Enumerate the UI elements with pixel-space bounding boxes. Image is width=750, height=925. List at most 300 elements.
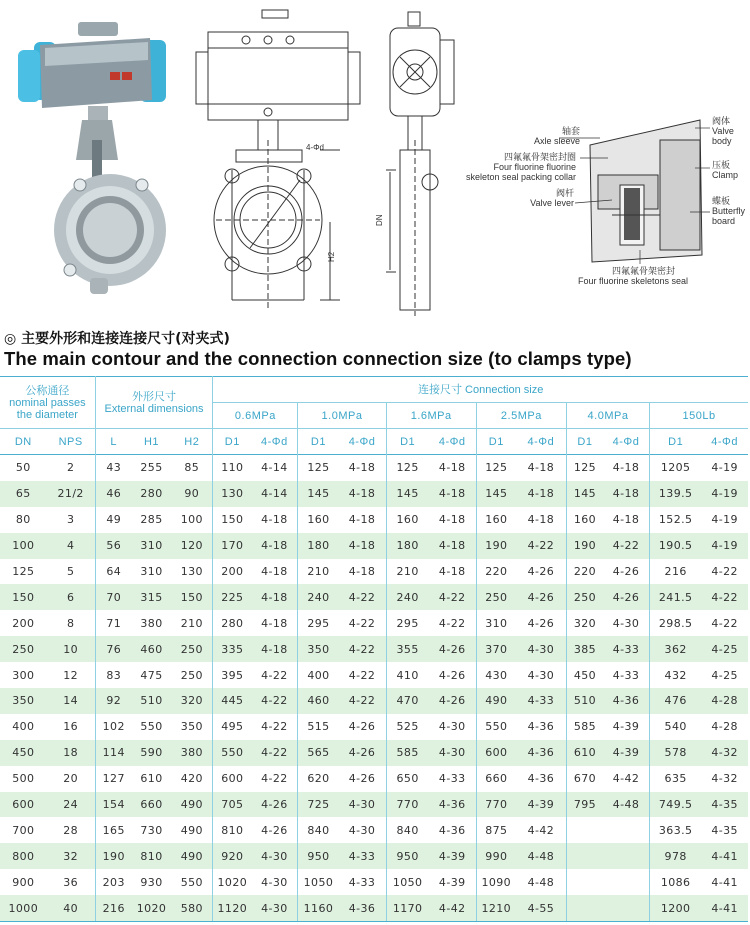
table-cell: 4-26	[338, 740, 386, 766]
header-pressure-class: 1.0MPa	[298, 403, 386, 429]
table-cell	[603, 843, 650, 869]
table-cell: 71	[95, 610, 131, 636]
table-cell: 660	[132, 792, 172, 818]
table-cell: 139.5	[650, 481, 702, 507]
table-cell: 130	[180, 565, 203, 578]
table-cell: 4-36	[527, 772, 555, 786]
table-cell: 4-18	[527, 513, 555, 527]
table-cell: 4-22	[261, 668, 288, 682]
table-row	[0, 843, 748, 869]
column-header: 4-Φd	[429, 429, 477, 455]
column-header: H1	[132, 429, 172, 455]
table-cell: 76	[95, 636, 131, 662]
column-header: 4-Φd	[338, 429, 386, 455]
table-cell: 315	[132, 584, 172, 610]
table-cell: 32	[47, 843, 96, 869]
table-cell: 1050	[298, 869, 339, 895]
table-cell: 4-22	[711, 616, 738, 630]
table-cell: 4-22	[338, 688, 386, 714]
column-header: NPS	[47, 429, 96, 455]
table-cell: 4-18	[438, 513, 466, 527]
table-cell: 4-55	[516, 895, 567, 921]
table-cell: 18	[47, 740, 96, 766]
table-cell: 170	[213, 533, 252, 559]
table-cell: 125	[12, 565, 35, 578]
table-cell: 550	[180, 875, 203, 889]
table-cell: 160	[476, 507, 516, 533]
table-cell: 420	[180, 772, 203, 786]
callout-valve-lever	[520, 188, 574, 208]
table-row	[0, 740, 748, 766]
table-cell: 810	[132, 843, 172, 869]
table-cell: 4-18	[603, 481, 650, 507]
callout-butterfly-board-en2: board	[712, 216, 736, 226]
table-cell: 152.5	[650, 507, 702, 533]
table-cell: 20	[63, 772, 79, 786]
table-cell: 4-35	[701, 792, 748, 818]
table-cell: 4-35	[711, 823, 738, 837]
table-cell: 620	[298, 766, 339, 792]
table-cell: 4-18	[261, 513, 288, 527]
table-cell: 2	[66, 461, 75, 475]
table-cell: 4-26	[429, 636, 477, 662]
table-cell: 4-18	[429, 481, 477, 507]
table-cell: 4-22	[251, 688, 298, 714]
table-body	[0, 455, 748, 922]
table-cell	[566, 817, 602, 843]
column-header: D1	[650, 429, 702, 455]
column-header: D1	[298, 429, 339, 455]
table-cell: 978	[650, 843, 702, 869]
table-cell: 154	[95, 792, 131, 818]
table-cell: 350	[298, 636, 339, 662]
table-cell: 1020	[132, 895, 172, 921]
table-cell: 110	[213, 455, 252, 481]
callout-packing-collar	[450, 152, 576, 182]
table-column-row	[0, 429, 748, 455]
table-cell: 250	[180, 668, 203, 682]
table-cell: 4-33	[348, 875, 376, 889]
table-cell: 4-22	[261, 720, 288, 734]
table-cell: 635	[650, 766, 702, 792]
table-cell: 145	[298, 481, 339, 507]
column-header: D1	[386, 429, 429, 455]
table-cell: 4-36	[603, 688, 650, 714]
table-cell: 4-22	[516, 533, 567, 559]
table-cell: 430	[476, 662, 516, 688]
table-cell: 85	[184, 461, 200, 475]
table-cell: 4-26	[527, 565, 555, 578]
table-cell: 1160	[298, 895, 339, 921]
table-cell: 4-26	[603, 584, 650, 610]
callout-packing-en2: skeleton seal packing collar	[465, 172, 576, 182]
table-cell: 4-36	[338, 895, 386, 921]
header-pressure-class: 4.0MPa	[566, 403, 649, 429]
table-cell: 5	[66, 565, 75, 578]
table-cell: 50	[15, 461, 31, 475]
table-cell: 363.5	[650, 817, 702, 843]
indicator-light-2	[122, 72, 132, 80]
table-row	[0, 817, 748, 843]
table-cell: 16	[63, 720, 79, 734]
callout-clamp-cn: 压板	[712, 160, 731, 170]
table-cell	[603, 869, 650, 895]
header-nominal-en2: the diameter	[16, 408, 78, 421]
table-cell: 120	[171, 533, 213, 559]
table-row	[0, 533, 748, 559]
table-cell: 4-14	[261, 461, 288, 475]
table-cell: 4-26	[516, 584, 567, 610]
heading-en: The main contour and the connection connection size (to clamps type)	[4, 348, 632, 369]
table-cell: 250	[566, 584, 602, 610]
table-cell: 64	[95, 559, 131, 585]
column-header: 4-Φd	[701, 429, 748, 455]
table-cell: 490	[171, 843, 213, 869]
table-row	[0, 714, 748, 740]
table-cell: 4-39	[438, 875, 466, 889]
table-cell: 660	[476, 766, 516, 792]
table-cell: 1090	[476, 869, 516, 895]
header-nominal-cn: 公称通径	[25, 384, 70, 397]
column-header: 4-Φd	[516, 429, 567, 455]
table-cell: 4-18	[251, 636, 298, 662]
table-cell: 4-41	[701, 895, 748, 921]
callout-skeleton-seal-en: Four fluorine skeletons seal	[578, 276, 689, 286]
table-cell: 460	[132, 636, 172, 662]
table-cell: 730	[140, 823, 163, 837]
table-cell: 4-26	[612, 565, 640, 578]
table-cell: 4-19	[701, 481, 748, 507]
table-cell: 145	[476, 481, 516, 507]
table-cell: 4-36	[527, 720, 555, 734]
table-cell: 190	[476, 533, 516, 559]
table-cell: 4-48	[516, 843, 567, 869]
table-cell: 127	[95, 766, 131, 792]
table-cell: 450	[566, 662, 602, 688]
seal-detail-drawing	[560, 120, 710, 264]
table-cell: 241.5	[650, 584, 702, 610]
table-cell: 4-22	[603, 533, 650, 559]
table-cell: 220	[476, 559, 516, 585]
dimension-table-wrapper	[0, 376, 750, 922]
table-row	[0, 869, 748, 895]
table-cell: 225	[213, 584, 252, 610]
table-cell: 4-30	[251, 895, 298, 921]
callout-valve-body-en1: Valve	[712, 126, 734, 136]
table-cell: 770	[386, 792, 429, 818]
table-cell: 4-33	[603, 636, 650, 662]
table-cell: 310	[132, 533, 172, 559]
table-cell: 930	[140, 875, 163, 889]
header-external-cn: 外形尺寸	[132, 390, 177, 403]
table-cell: 4-48	[603, 792, 650, 818]
table-cell: 350	[0, 688, 47, 714]
table-cell	[566, 869, 602, 895]
table-cell: 525	[386, 714, 429, 740]
table-cell: 4-41	[701, 843, 748, 869]
product-photo	[18, 22, 166, 294]
table-cell: 370	[476, 636, 516, 662]
table-cell: 705	[213, 792, 252, 818]
table-cell: 600	[213, 766, 252, 792]
table-cell	[603, 895, 650, 921]
table-cell: 4-18	[261, 565, 288, 578]
column-header: D1	[476, 429, 516, 455]
header-connection: 连接尺寸 Connection size	[213, 377, 748, 403]
table-cell: 4-18	[251, 533, 298, 559]
section-heading	[4, 330, 750, 370]
table-cell: 203	[95, 869, 131, 895]
table-cell: 320	[566, 610, 602, 636]
front-view-drawing	[196, 10, 360, 310]
table-cell: 4	[47, 533, 96, 559]
table-cell: 395	[213, 662, 252, 688]
table-cell: 298.5	[650, 610, 702, 636]
table-cell: 280	[132, 481, 172, 507]
callout-packing-cn: 四氟氟骨架密封圈	[503, 152, 576, 162]
table-row	[0, 559, 748, 585]
table-cell: 565	[298, 740, 339, 766]
table-cell: 280	[213, 610, 252, 636]
table-cell: 190	[566, 533, 602, 559]
header-pressure-class: 0.6MPa	[213, 403, 298, 429]
table-cell: 540	[650, 714, 702, 740]
table-cell: 4-28	[711, 720, 738, 734]
dim-dn-label: DN	[375, 214, 384, 226]
table-cell: 300	[12, 668, 35, 682]
table-cell: 150	[0, 584, 47, 610]
callout-axle-sleeve-en: Axle sleeve	[533, 136, 580, 146]
column-header: D1	[213, 429, 252, 455]
table-cell: 6	[47, 584, 96, 610]
table-cell: 125	[386, 455, 429, 481]
table-cell: 210	[386, 559, 429, 585]
table-cell: 840	[298, 817, 339, 843]
table-cell: 250	[171, 636, 213, 662]
table-cell: 610	[140, 772, 163, 786]
table-cell: 4-18	[348, 513, 376, 527]
table-cell: 200	[12, 616, 35, 630]
callout-valve-body	[712, 116, 734, 146]
callout-clamp	[712, 160, 738, 180]
table-cell: 4-22	[338, 636, 386, 662]
table-cell: 4-22	[348, 668, 376, 682]
table-cell: 8	[66, 616, 75, 630]
table-cell: 190	[95, 843, 131, 869]
table-cell: 1020	[213, 869, 252, 895]
table-cell: 4-14	[251, 481, 298, 507]
table-cell: 4-30	[527, 668, 555, 682]
table-cell: 4-30	[348, 823, 376, 837]
table-cell: 125	[298, 455, 339, 481]
callout-valve-lever-cn: 阀杆	[555, 188, 574, 198]
product-figure	[0, 0, 750, 322]
table-cell: 92	[95, 688, 131, 714]
table-cell: 320	[171, 688, 213, 714]
table-cell: 4-26	[527, 616, 555, 630]
column-header: DN	[0, 429, 47, 455]
table-cell: 4-42	[429, 895, 477, 921]
table-cell: 700	[12, 823, 35, 837]
table-cell: 1205	[650, 455, 702, 481]
table-cell: 510	[566, 688, 602, 714]
table-cell: 4-32	[711, 772, 738, 786]
header-pressure-class: 1.6MPa	[386, 403, 476, 429]
table-cell: 1000	[0, 895, 47, 921]
header-pressure-class: 2.5MPa	[476, 403, 566, 429]
table-cell: 770	[476, 792, 516, 818]
table-cell: 4-33	[612, 668, 640, 682]
table-cell: 40	[47, 895, 96, 921]
table-cell: 490	[476, 688, 516, 714]
table-cell: 150	[213, 507, 252, 533]
table-cell: 400	[12, 720, 35, 734]
table-cell: 350	[180, 720, 203, 734]
table-cell	[603, 817, 650, 843]
table-cell: 4-22	[438, 616, 466, 630]
column-header: L	[95, 429, 131, 455]
table-cell	[566, 843, 602, 869]
table-cell: 160	[566, 507, 602, 533]
table-cell: 130	[213, 481, 252, 507]
table-cell: 216	[95, 895, 131, 921]
table-cell: 725	[298, 792, 339, 818]
callout-skeleton-seal-cn: 四氟氟骨架密封	[612, 266, 676, 276]
table-cell: 4-18	[516, 481, 567, 507]
table-cell: 585	[566, 714, 602, 740]
callout-clamp-en: Clamp	[712, 170, 739, 180]
table-cell: 500	[12, 772, 35, 786]
table-cell: 240	[298, 584, 339, 610]
indicator-light-1	[110, 72, 120, 80]
table-cell: 150	[171, 584, 213, 610]
table-cell: 180	[386, 533, 429, 559]
table-cell: 4-39	[612, 720, 640, 734]
callout-axle-sleeve	[524, 126, 580, 146]
table-cell: 145	[386, 481, 429, 507]
table-cell: 515	[298, 714, 339, 740]
table-cell: 24	[47, 792, 96, 818]
table-cell: 4-30	[251, 843, 298, 869]
table-row	[0, 766, 748, 792]
table-row	[0, 455, 748, 481]
dim-h2-label: H2	[327, 251, 336, 262]
table-cell: 580	[171, 895, 213, 921]
table-cell: 445	[213, 688, 252, 714]
table-cell: 450	[0, 740, 47, 766]
table-cell: 4-19	[711, 461, 738, 475]
table-cell: 950	[386, 843, 429, 869]
table-cell: 470	[386, 688, 429, 714]
table-cell: 4-18	[612, 513, 640, 527]
table-cell: 4-18	[612, 461, 640, 475]
table-cell: 4-18	[348, 461, 376, 475]
table-row	[0, 584, 748, 610]
table-cell: 102	[95, 714, 131, 740]
table-cell: 4-28	[701, 688, 748, 714]
table-cell: 4-22	[711, 565, 738, 578]
table-cell: 1086	[650, 869, 702, 895]
header-nominal	[0, 377, 95, 429]
table-cell: 180	[298, 533, 339, 559]
column-header: 4-Φd	[251, 429, 298, 455]
table-cell: 355	[386, 636, 429, 662]
table-cell: 70	[95, 584, 131, 610]
table-cell: 114	[95, 740, 131, 766]
callout-butterfly-board-en1: Butterfly	[712, 206, 746, 216]
table-cell: 80	[15, 513, 31, 527]
table-cell: 840	[386, 817, 429, 843]
table-cell: 4-19	[701, 533, 748, 559]
column-header: 4-Φd	[603, 429, 650, 455]
table-cell: 875	[476, 817, 516, 843]
bullet-circle-icon: ◎	[4, 331, 17, 347]
table-cell: 1050	[386, 869, 429, 895]
header-pressure-class: 150Lb	[650, 403, 748, 429]
table-cell: 4-42	[612, 772, 640, 786]
table-cell: 1120	[213, 895, 252, 921]
table-cell: 4-18	[261, 616, 288, 630]
table-cell	[566, 895, 602, 921]
table-row	[0, 688, 748, 714]
table-cell: 36	[63, 875, 79, 889]
table-cell: 4-39	[603, 740, 650, 766]
table-cell: 12	[63, 668, 79, 682]
table-cell: 490	[171, 792, 213, 818]
table-cell: 250	[476, 584, 516, 610]
table-cell: 4-25	[711, 668, 738, 682]
table-cell: 900	[12, 875, 35, 889]
table-cell: 4-32	[701, 740, 748, 766]
table-row	[0, 507, 748, 533]
table-cell: 4-42	[527, 823, 555, 837]
table-cell: 4-36	[516, 740, 567, 766]
table-cell: 43	[95, 455, 131, 481]
header-nominal-en1: nominal passes	[9, 396, 86, 409]
table-cell: 4-26	[261, 823, 288, 837]
callout-valve-body-en2: body	[712, 136, 732, 146]
heading-cn-text: 主要外形和连接连接尺寸(对夹式)	[21, 331, 230, 347]
table-cell: 800	[0, 843, 47, 869]
table-cell: 460	[298, 688, 339, 714]
table-cell: 4-26	[348, 772, 376, 786]
table-row	[0, 792, 748, 818]
table-row	[0, 481, 748, 507]
table-cell: 83	[95, 662, 131, 688]
table-cell: 90	[171, 481, 213, 507]
table-cell: 600	[0, 792, 47, 818]
callout-axle-sleeve-cn: 轴套	[561, 126, 580, 136]
table-cell: 585	[386, 740, 429, 766]
callout-butterfly-board	[712, 196, 745, 226]
table-cell: 4-39	[429, 843, 477, 869]
table-cell: 310	[476, 610, 516, 636]
table-cell: 4-18	[338, 533, 386, 559]
table-cell: 4-18	[338, 481, 386, 507]
table-cell: 670	[566, 766, 602, 792]
table-cell: 490	[180, 823, 203, 837]
table-cell: 4-30	[612, 616, 640, 630]
table-cell: 4-33	[516, 688, 567, 714]
table-cell: 216	[650, 559, 702, 585]
table-cell: 65	[0, 481, 47, 507]
table-row	[0, 662, 748, 688]
table-cell: 295	[298, 610, 339, 636]
table-cell: 295	[386, 610, 429, 636]
table-cell: 4-39	[516, 792, 567, 818]
table-cell: 578	[650, 740, 702, 766]
table-cell: 160	[386, 507, 429, 533]
